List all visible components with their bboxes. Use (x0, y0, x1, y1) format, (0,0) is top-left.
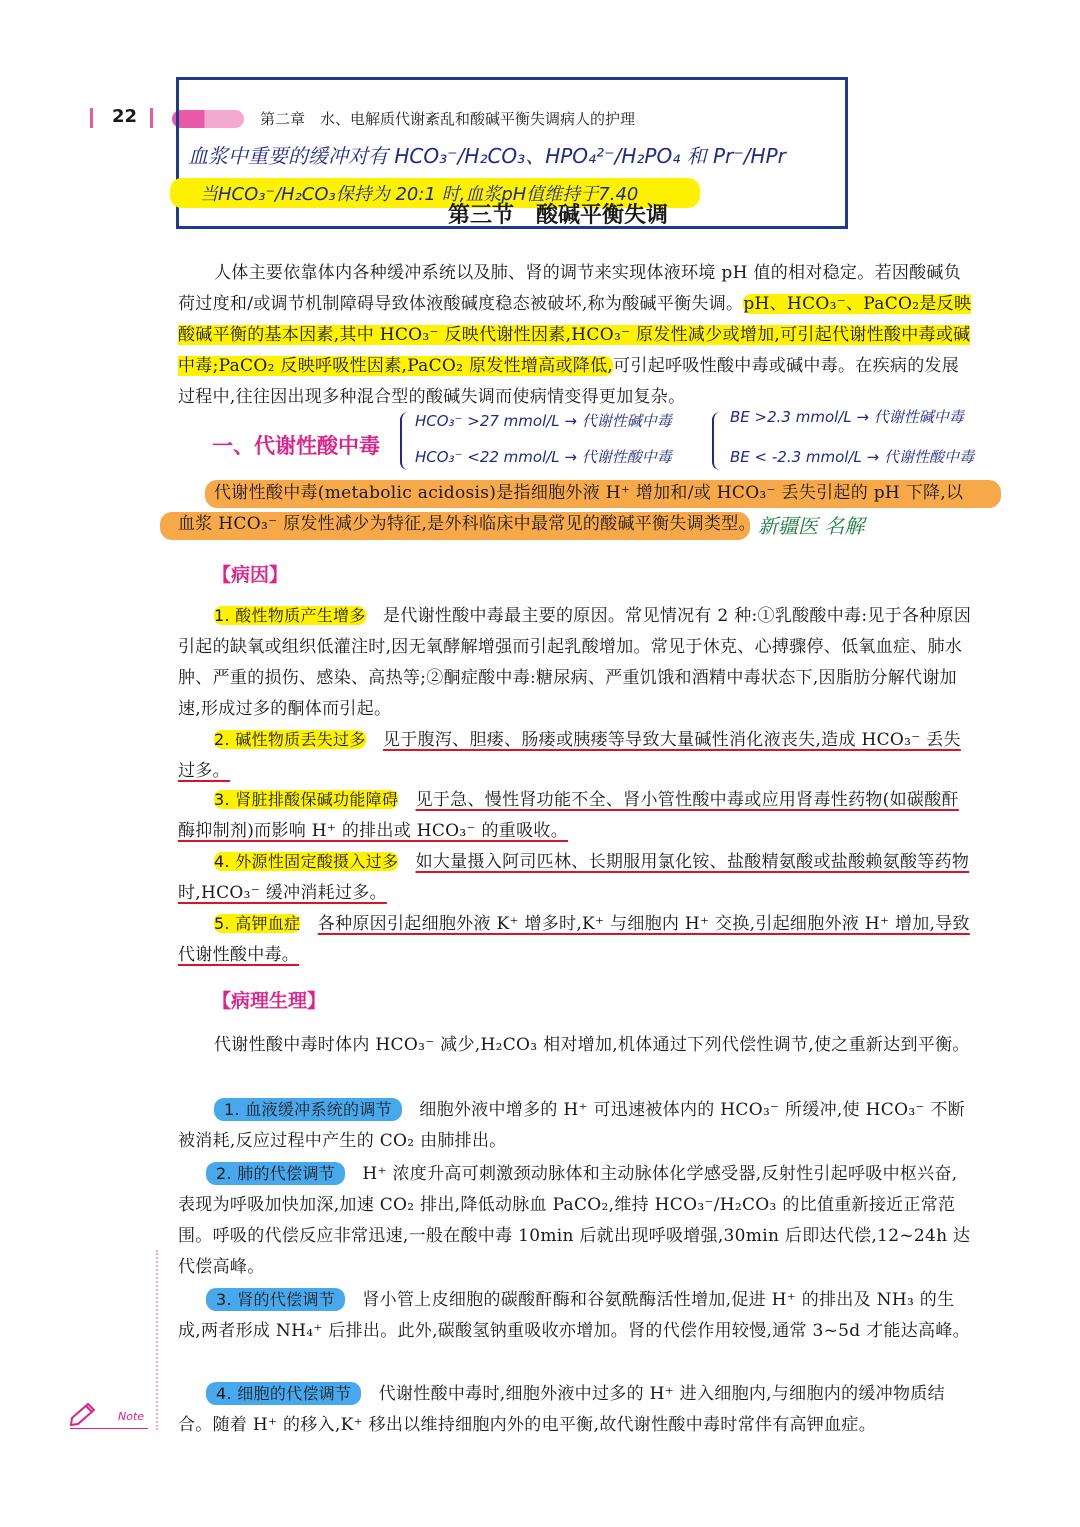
page-number: 22 (112, 106, 138, 127)
cause-text-5: 各种原因引起细胞外液 K⁺ 增多时,K⁺ 与细胞内 H⁺ 交换,引起细胞外液 H⁺ 增加,导致代谢性酸中毒。 (178, 914, 970, 965)
handwritten-hco3-low: HCO₃⁻ <22 mmol/L → 代谢性酸中毒 (415, 448, 672, 466)
compensation-item-3 (178, 1284, 972, 1347)
cause-text-3: 见于急、慢性肾功能不全、肾小管性酸中毒或应用肾毒性药物(如碳酸酐酶抑制剂)而影响 H⁺ 的排出或 HCO₃⁻ 的重吸收。 (178, 790, 959, 841)
note-underline (70, 1428, 148, 1429)
cause-label-5: 5. 高钾血症 (214, 914, 301, 933)
note-label: Note (118, 1410, 145, 1423)
chapter-title: 第二章 水、电解质代谢紊乱和酸碱平衡失调病人的护理 (260, 110, 636, 128)
compensation-text-1: 细胞外液中增多的 H⁺ 可迅速被体内的 HCO₃⁻ 所缓冲,使 HCO₃⁻ 不断被消耗,反应过程中产生的 CO₂ 由肺排出。 (178, 1100, 966, 1151)
cause-item-1 (178, 600, 972, 725)
compensation-label-2: 2. 肺的代偿调节 (206, 1162, 345, 1185)
cause-label-2: 2. 碱性物质丢失过多 (214, 730, 366, 749)
causes-heading: 【病因】 (212, 564, 289, 586)
compensation-text-2: H⁺ 浓度升高可刺激颈动脉体和主动脉体化学感受器,反射性引起呼吸中枢兴奋,表现为呼吸加快加深,加速 CO₂ 排出,降低动脉血 PaCO₂,维持 HCO₃⁻/H₂CO₃ 的比值重新接近正常范围。呼吸的代偿反应非常迅速,一般在酸中毒 10min 后就出现呼吸增强,30min 后即达代偿,12~24h 达代偿高峰。 (178, 1164, 971, 1277)
page-marker-left (90, 108, 93, 128)
cause-label-1: 1. 酸性物质产生增多 (214, 606, 366, 625)
cause-label-3: 3. 肾脏排酸保碱功能障碍 (214, 790, 399, 809)
pathophysiology-heading: 【病理生理】 (212, 990, 327, 1012)
handwritten-be-high: BE >2.3 mmol/L → 代谢性碱中毒 (730, 408, 964, 426)
cause-item-2 (178, 724, 972, 787)
compensation-label-4: 4. 细胞的代偿调节 (206, 1382, 361, 1405)
handwritten-exam-note: 新疆医 名解 (758, 514, 865, 538)
cause-text-2: 见于腹泻、胆瘘、肠瘘或胰瘘等导致大量碱性消化液丧失,造成 HCO₃⁻ 丢失过多。 (178, 730, 961, 781)
pencil-icon (68, 1398, 104, 1430)
cause-item-5 (178, 908, 972, 971)
bracket-left (400, 412, 412, 470)
handwritten-ratio-note: 当HCO₃⁻/H₂CO₃保持为 20:1 时,血浆pH值维持于7.40 (200, 184, 639, 205)
compensation-text-3: 肾小管上皮细胞的碳酸酐酶和谷氨酰酶活性增加,促进 H⁺ 的排出及 NH₃ 的生成,两者形成 NH₄⁺ 后排出。此外,碳酸氢钠重吸收亦增加。肾的代偿作用较慢,通常 3~5d 才能达高峰。 (178, 1290, 970, 1341)
pathophysiology-intro: 代谢性酸中毒时体内 HCO₃⁻ 减少,H₂CO₃ 相对增加,机体通过下列代偿性调节,使之重新达到平衡。 (214, 1035, 970, 1055)
compensation-label-1: 1. 血液缓冲系统的调节 (214, 1098, 402, 1121)
intro-text-3: 可引起呼吸性酸中毒或碱中毒。在疾病的发展过程中,往往因出现多种混合型的酸碱失调而使病情变得更加复杂。 (178, 356, 960, 407)
compensation-item-1 (178, 1094, 972, 1157)
handwritten-hco3-high: HCO₃⁻ >27 mmol/L → 代谢性碱中毒 (415, 412, 672, 430)
compensation-label-3: 3. 肾的代偿调节 (206, 1288, 345, 1311)
intro-text-2: pH、HCO₃⁻、PaCO₂是反映酸碱平衡的基本因素,其中 HCO₃⁻ 反映代谢性因素,HCO₃⁻ 原发性减少或增加,可引起代谢性酸中毒或碱中毒;PaCO₂ 反映呼吸性因素,PaCO₂ 原发性增高或降低, (178, 294, 972, 376)
cause-item-3 (178, 784, 972, 847)
margin-dotted-line (156, 1250, 158, 1430)
cause-item-4 (178, 846, 972, 909)
cause-text-4: 如大量摄入阿司匹林、长期服用氯化铵、盐酸精氨酸或盐酸赖氨酸等药物时,HCO₃⁻ 缓冲消耗过多。 (178, 852, 970, 903)
compensation-item-2 (178, 1158, 972, 1283)
cause-label-4: 4. 外源性固定酸摄入过多 (214, 852, 399, 871)
subsection-title: 一、代谢性酸中毒 (212, 434, 380, 458)
definition-paragraph: 代谢性酸中毒(metabolic acidosis)是指细胞外液 H⁺ 增加和/或 HCO₃⁻ 丢失引起的 pH 下降,以血浆 HCO₃⁻ 原发性减少为特征,是外科临床中最常见的酸碱平衡失调类型。 (178, 483, 964, 534)
handwritten-buffer-pairs: 血浆中重要的缓冲对有 HCO₃⁻/H₂CO₃、HPO₄²⁻/H₂PO₄ 和 Pr⁻/HPr (188, 144, 786, 168)
intro-paragraph (178, 258, 972, 413)
page-marker-right (150, 108, 153, 128)
compensation-item-4 (178, 1378, 972, 1441)
handwritten-be-low: BE < -2.3 mmol/L → 代谢性酸中毒 (730, 448, 974, 466)
intro-text-1: 人体主要依靠体内各种缓冲系统以及肺、肾的调节来实现体液环境 pH 值的相对稳定。若因酸碱负荷过度和/或调节机制障碍导致体液酸碱度稳态被破坏,称为酸碱平衡失调。 (178, 263, 962, 314)
section-title: 第三节 酸碱平衡失调 (448, 203, 669, 228)
cause-text-1: 是代谢性酸中毒最主要的原因。常见情况有 2 种:①乳酸酸中毒:见于各种原因引起的缺氧或组织低灌注时,因无氧酵解增强而引起乳酸增加。常见于休克、心搏骤停、低氧血症、肺水肿、严重的损伤、感染、高热等;②酮症酸中毒:糖尿病、严重饥饿和酒精中毒状态下,因脂肪分解代谢加速,形成过多的酮体而引起。 (178, 606, 972, 719)
compensation-text-4: 代谢性酸中毒时,细胞外液中过多的 H⁺ 进入细胞内,与细胞内的缓冲物质结合。随着 H⁺ 的移入,K⁺ 移出以维持细胞内外的电平衡,故代谢性酸中毒时常伴有高钾血症。 (178, 1384, 945, 1435)
bracket-right (712, 412, 724, 470)
